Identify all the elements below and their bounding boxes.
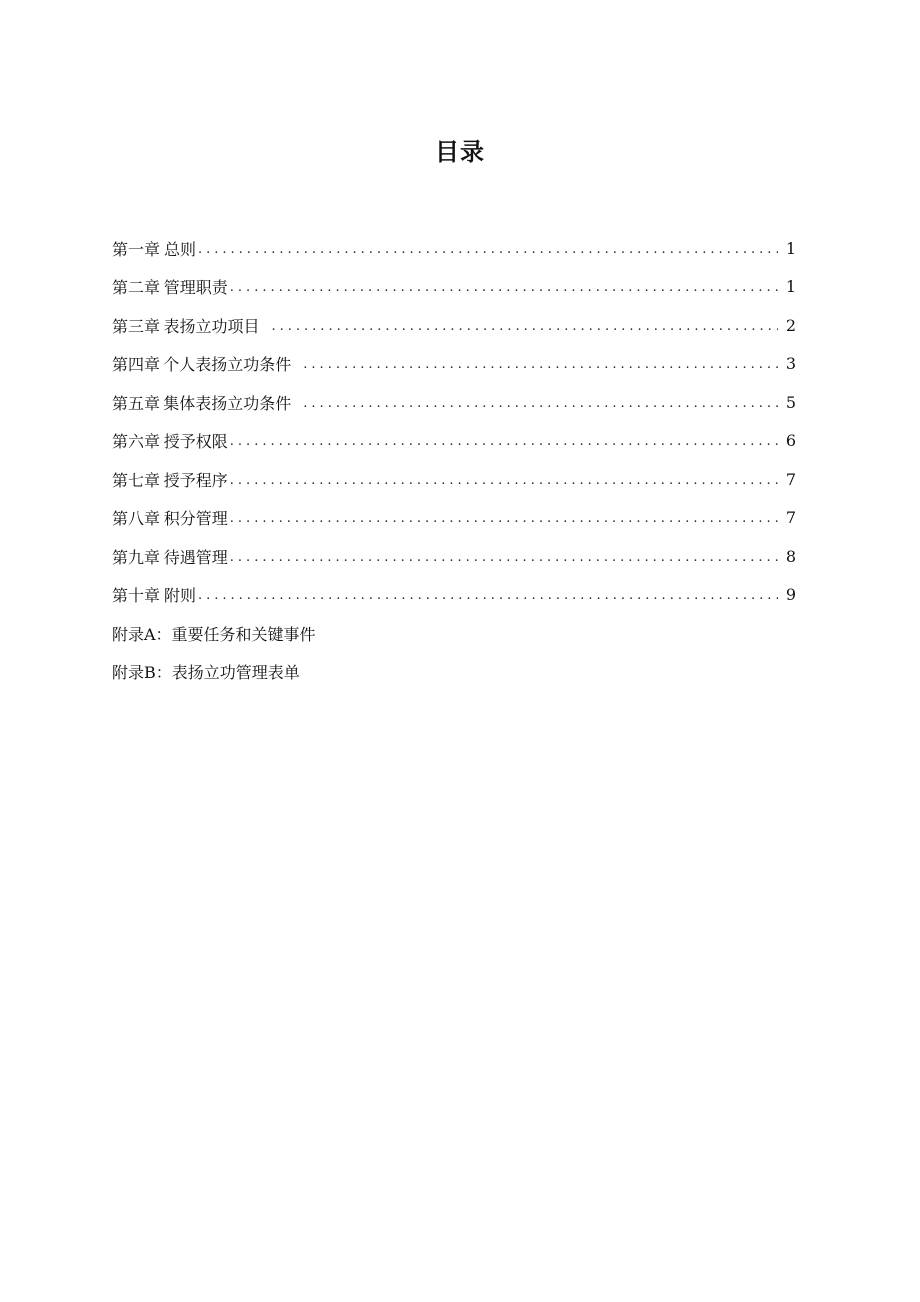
toc-entry-appendix-b[interactable]: 附录B：表扬立功管理表单 (112, 663, 300, 683)
chapter-number: 第五章 (112, 393, 161, 413)
chapter-number: 第九章 (112, 547, 161, 567)
toc-entry-chapter-4[interactable] (112, 345, 796, 384)
dot-leader (303, 396, 778, 411)
chapter-title: 待遇管理 (163, 547, 228, 567)
dot-leader (198, 588, 778, 603)
page-number: 8 (785, 546, 796, 566)
chapter-number: 第四章 (112, 355, 161, 375)
table-of-contents (112, 229, 796, 691)
page-number: 3 (785, 354, 796, 374)
chapter-number: 第一章 (112, 239, 161, 259)
chapter-title: 总则 (164, 239, 197, 259)
page-number: 1 (785, 277, 796, 297)
page-number: 7 (785, 469, 796, 489)
dot-leader (198, 242, 778, 257)
toc-entry-chapter-5[interactable] (112, 383, 796, 422)
toc-entry-chapter-6[interactable] (112, 422, 796, 461)
chapter-title: 管理职责 (163, 278, 228, 298)
chapter-title: 附则 (164, 586, 197, 606)
page-number: 9 (785, 585, 796, 605)
chapter-number: 第七章 (112, 470, 161, 490)
chapter-number: 第十章 (112, 586, 161, 606)
toc-entry-chapter-7[interactable] (112, 460, 796, 499)
chapter-number: 第八章 (112, 509, 161, 529)
dot-leader (230, 550, 778, 565)
toc-entry-chapter-2[interactable] (112, 268, 796, 307)
dot-leader (230, 511, 778, 526)
dot-leader (272, 319, 778, 334)
toc-entry-appendix-a[interactable]: 附录A：重要任务和关键事件 (112, 624, 316, 644)
page-number: 1 (785, 238, 796, 258)
page-number: 6 (785, 431, 796, 451)
chapter-title: 表扬立功项目 (163, 316, 260, 336)
chapter-number: 第六章 (112, 432, 161, 452)
toc-entry-chapter-10[interactable] (112, 576, 796, 615)
dot-leader (230, 434, 778, 449)
toc-entry-chapter-3[interactable] (112, 306, 796, 345)
dot-leader (230, 280, 778, 295)
chapter-title: 积分管理 (163, 509, 228, 529)
chapter-title: 授予权限 (163, 432, 228, 452)
chapter-title: 个人表扬立功条件 (163, 355, 292, 375)
dot-leader (230, 473, 778, 488)
toc-entry-chapter-8[interactable] (112, 499, 796, 538)
page-number: 2 (785, 315, 796, 335)
dot-leader (303, 357, 778, 372)
toc-entry-chapter-9[interactable] (112, 537, 796, 576)
toc-entry-chapter-1[interactable] (112, 229, 796, 268)
page-title: 目录 (435, 138, 485, 166)
chapter-title: 集体表扬立功条件 (163, 393, 292, 413)
chapter-title: 授予程序 (163, 470, 228, 490)
chapter-number: 第三章 (112, 316, 161, 336)
page-number: 7 (785, 508, 796, 528)
chapter-number: 第二章 (112, 278, 161, 298)
page-number: 5 (785, 392, 796, 412)
